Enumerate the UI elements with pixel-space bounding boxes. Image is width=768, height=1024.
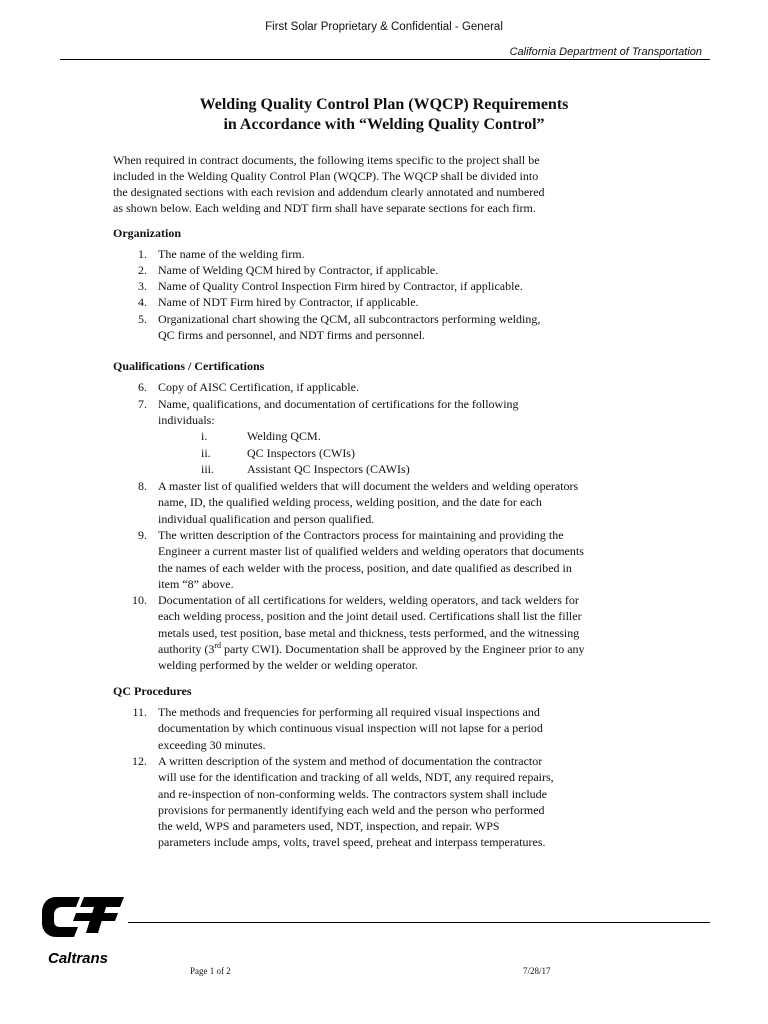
sub-item-text: QC Inspectors (CWIs) (247, 446, 355, 460)
list-item-6 (113, 379, 673, 395)
page-number: Page 1 of 2 (190, 966, 231, 976)
intro-paragraph (113, 152, 613, 216)
sub-item-number: ii. (201, 446, 211, 460)
section-heading-organization: Organization (113, 226, 181, 240)
item-text: documentation by which continuous visual inspection will not lapse for a period (158, 721, 543, 736)
item-number: 9. (138, 528, 147, 542)
agency-name: California Department of Transportation (509, 46, 702, 58)
list-item-11 (113, 704, 673, 753)
sub-item-iii (113, 461, 513, 478)
item-text: The written description of the Contractors process for maintaining and providing the (158, 528, 564, 542)
item-number: 12. (132, 754, 147, 768)
title-line-2: in Accordance with “Welding Quality Control” (223, 116, 545, 133)
item-text: Copy of AISC Certification, if applicable. (158, 380, 359, 394)
list-item-5 (113, 311, 673, 344)
sub-item-number: iii. (201, 462, 215, 476)
item-text: A written description of the system and method of documentation the contractor (158, 754, 543, 768)
list-item-4 (113, 294, 673, 310)
item-text: provisions for permanently identifying each weld and the person who performed (158, 802, 545, 817)
item-text: A master list of qualified welders that will document the welders and welding operators (158, 479, 579, 493)
item-number: 7. (138, 397, 147, 411)
item-text: metals used, test position, base metal and thickness, tests performed, and the witnessing (158, 625, 580, 640)
item-text: item “8” above. (158, 576, 234, 591)
intro-line: the designated sections with each revision and addendum clearly annotated and numbered (113, 185, 545, 199)
item-number: 3. (138, 279, 147, 293)
item-text: name, ID, the qualified welding process, welding position, and the date for each (158, 495, 542, 510)
item-text: the weld, WPS and parameters used, NDT, inspection, and repair. WPS (158, 819, 500, 834)
item-text: and re-inspection of non-conforming welds. The contractors system shall include (158, 786, 548, 801)
item-number: 4. (138, 295, 147, 309)
item-number: 10. (132, 593, 147, 607)
list-item-3 (113, 278, 673, 294)
list-item-10 (113, 592, 673, 673)
page-title (0, 95, 768, 135)
list-item-12 (113, 753, 673, 851)
list-item-9 (113, 527, 673, 592)
sub-item-text: Welding QCM. (247, 429, 321, 443)
title-line-1: Welding Quality Control Plan (WQCP) Requirements (199, 96, 569, 113)
item-number: 6. (138, 380, 147, 394)
intro-line: When required in contract documents, the following items specific to the project shall be (113, 153, 540, 167)
superscript: rd (214, 640, 221, 650)
item-text: individual qualification and person qualified. (158, 511, 375, 526)
intro-line: included in the Welding Quality Control Plan (WQCP). The WQCP shall be divided into (113, 169, 539, 183)
sub-item-text: Assistant QC Inspectors (CAWIs) (247, 462, 410, 476)
item-text: Documentation of all certifications for welders, welding operators, and tack welders for (158, 593, 579, 607)
list-item-1 (113, 246, 673, 262)
sub-item-i (113, 428, 513, 445)
item-number: 5. (138, 312, 147, 326)
item-text: Engineer a current master list of qualified welders and welding operators that documents (158, 544, 584, 559)
list-item-7 (113, 396, 673, 429)
item-text: Name, qualifications, and documentation of certifications for the following (158, 397, 519, 411)
item-text: Name of Welding QCM hired by Contractor, if applicable. (158, 263, 439, 277)
intro-line: as shown below. Each welding and NDT firm shall have separate sections for each firm. (113, 201, 536, 215)
footer-rule (128, 922, 710, 923)
item-text: individuals: (158, 413, 215, 428)
item-text: Organizational chart showing the QCM, all subcontractors performing welding, (158, 312, 541, 326)
item-text: QC firms and personnel, and NDT firms and personnel. (158, 328, 426, 343)
item-number: 11. (132, 705, 147, 719)
item-text: Name of NDT Firm hired by Contractor, if applicable. (158, 295, 419, 309)
logo-wordmark: Caltrans (48, 950, 109, 967)
caltrans-logo (40, 893, 124, 967)
item-text: The methods and frequencies for performing all required visual inspections and (158, 705, 540, 719)
item-number: 8. (138, 479, 147, 493)
list-item-2 (113, 262, 673, 278)
item-text: Name of Quality Control Inspection Firm hired by Contractor, if applicable. (158, 279, 523, 293)
header-rule (60, 59, 710, 60)
confidentiality-banner: First Solar Proprietary & Confidential - General (265, 21, 503, 33)
section-heading-qualifications: Qualifications / Certifications (113, 359, 265, 373)
sub-item-number: i. (201, 429, 208, 443)
section-heading-qc-procedures: QC Procedures (113, 684, 192, 698)
document-date: 7/28/17 (523, 966, 551, 976)
item-text: exceeding 30 minutes. (158, 737, 266, 752)
item-number: 1. (138, 247, 147, 261)
sub-item-ii (113, 445, 513, 462)
item-text: The name of the welding firm. (158, 247, 305, 261)
list-item-8 (113, 478, 673, 527)
item-number: 2. (138, 263, 147, 277)
item-text: each welding process, position and the joint detail used. Certifications shall list the filler (158, 609, 582, 624)
item-text-with-superscript: authority (3rd party CWI). Documentation shall be approved by the Engineer prior to any (158, 640, 585, 656)
item-text: will use for the identification and tracking of all welds, NDT, any required repairs, (158, 770, 554, 785)
item-text: parameters include amps, volts, travel speed, preheat and interpass temperatures. (158, 835, 546, 850)
item-text: the names of each welder with the process, position, and date qualified as described in (158, 560, 572, 575)
caltrans-logo-mark (40, 893, 124, 967)
item-text: welding performed by the welder or welding operator. (158, 658, 418, 673)
